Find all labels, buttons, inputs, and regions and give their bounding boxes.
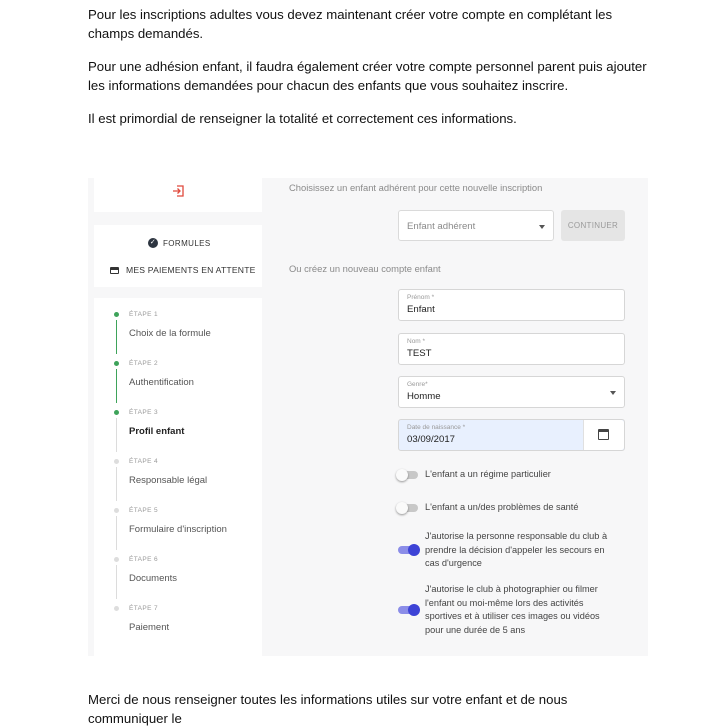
registration-screenshot [88,178,648,656]
step-6[interactable] [94,543,262,592]
date-picker-button[interactable] [583,420,624,450]
choose-child-hint: Choisissez un enfant adhérent pour cette nouvelle inscription [289,182,543,193]
check-circle-icon: ✓ [149,239,157,246]
diet-toggle[interactable] [398,471,418,479]
step-name: Profil enfant [129,426,185,437]
prenom-label: Prénom * [407,294,435,301]
step-done-icon [114,361,119,366]
logout-icon[interactable] [172,185,185,197]
formules-label: FORMULES [163,238,211,248]
step-name: Authentification [129,377,194,388]
photo-toggle-label: J'autorise le club à photographier ou filmer l'enfant ou moi-même lors des activités sportives et à utiliser ces images ou vidéos pour une durée de 5 ans [425,584,600,635]
birthdate-label: Date de naissance * [407,424,466,431]
step-pending-icon [114,508,119,513]
step-name: Responsable légal [129,475,208,486]
child-select[interactable] [398,210,554,241]
formules-link[interactable] [148,238,211,248]
intro-paragraph-children: Pour une adhésion enfant, il faudra également créer votre compte personnel parent puis ajouter les informations demandées pour chacun des enfants que vous souhaitez inscrire. [88,59,647,93]
step-4[interactable] [94,445,262,494]
intro-paragraph-importance: Il est primordial de renseigner la totalité et correctement ces informations. [88,111,517,126]
nom-label: Nom * [407,338,426,345]
child-select-value: Enfant adhérent [407,221,476,232]
sidebar-menu-card [94,225,262,287]
create-child-hint: Ou créez un nouveau compte enfant [289,263,441,274]
continue-button[interactable]: CONTINUER [561,210,625,241]
toggle-knob [396,502,408,514]
intro-paragraph-adults: Pour les inscriptions adultes vous devez maintenant créer votre compte en complétant les champs demandés. [88,7,613,41]
step-pending-icon [114,459,119,464]
step-label: ÉTAPE 2 [129,360,159,367]
toggle-knob [408,604,420,616]
step-label: ÉTAPE 3 [129,409,159,416]
step-5[interactable] [94,494,262,543]
sidebar-top-card [94,178,262,212]
step-1[interactable] [94,298,262,347]
caret-down-icon [539,225,545,229]
step-3[interactable] [94,396,262,445]
toggle-knob [408,544,420,556]
prenom-field[interactable] [398,289,625,321]
diet-toggle-label: L'enfant a un régime particulier [425,469,551,479]
stepper [94,298,262,656]
step-label: ÉTAPE 6 [129,556,159,563]
credit-card-icon [110,267,119,274]
genre-value: Homme [407,391,441,402]
step-current-icon [114,410,119,415]
step-7[interactable] [94,592,262,641]
step-name: Formulaire d'inscription [129,524,227,535]
step-name: Documents [129,573,178,584]
health-toggle-label: L'enfant a un/des problèmes de santé [425,502,579,512]
step-name: Paiement [129,622,170,633]
nom-value: TEST [407,348,432,359]
step-pending-icon [114,606,119,611]
calendar-icon [598,429,609,440]
nom-field[interactable] [398,333,625,365]
step-done-icon [114,312,119,317]
step-pending-icon [114,557,119,562]
birthdate-value: 03/09/2017 [407,434,456,445]
paiements-link[interactable] [110,265,256,275]
prenom-value: Enfant [407,304,435,315]
emergency-toggle-label: J'autorise la personne responsable du club à prendre la décision d'appeler les secours en cas d'urgence [425,531,608,568]
step-label: ÉTAPE 1 [129,311,159,318]
caret-down-icon [610,391,616,395]
step-label: ÉTAPE 7 [129,605,159,612]
step-label: ÉTAPE 5 [129,507,159,514]
paiements-label: MES PAIEMENTS EN ATTENTE [126,265,256,275]
emergency-toggle[interactable] [398,546,418,554]
toggle-knob [396,469,408,481]
genre-label: Genre* [407,381,428,388]
closing-paragraph: Merci de nous renseigner toutes les informations utiles sur votre enfant et de nous communiquer le [88,692,568,726]
step-2[interactable] [94,347,262,396]
step-label: ÉTAPE 4 [129,458,159,465]
genre-select[interactable] [398,376,625,408]
photo-toggle[interactable] [398,606,418,614]
step-name: Choix de la formule [129,328,211,339]
health-toggle[interactable] [398,504,418,512]
birthdate-field[interactable] [398,419,625,451]
